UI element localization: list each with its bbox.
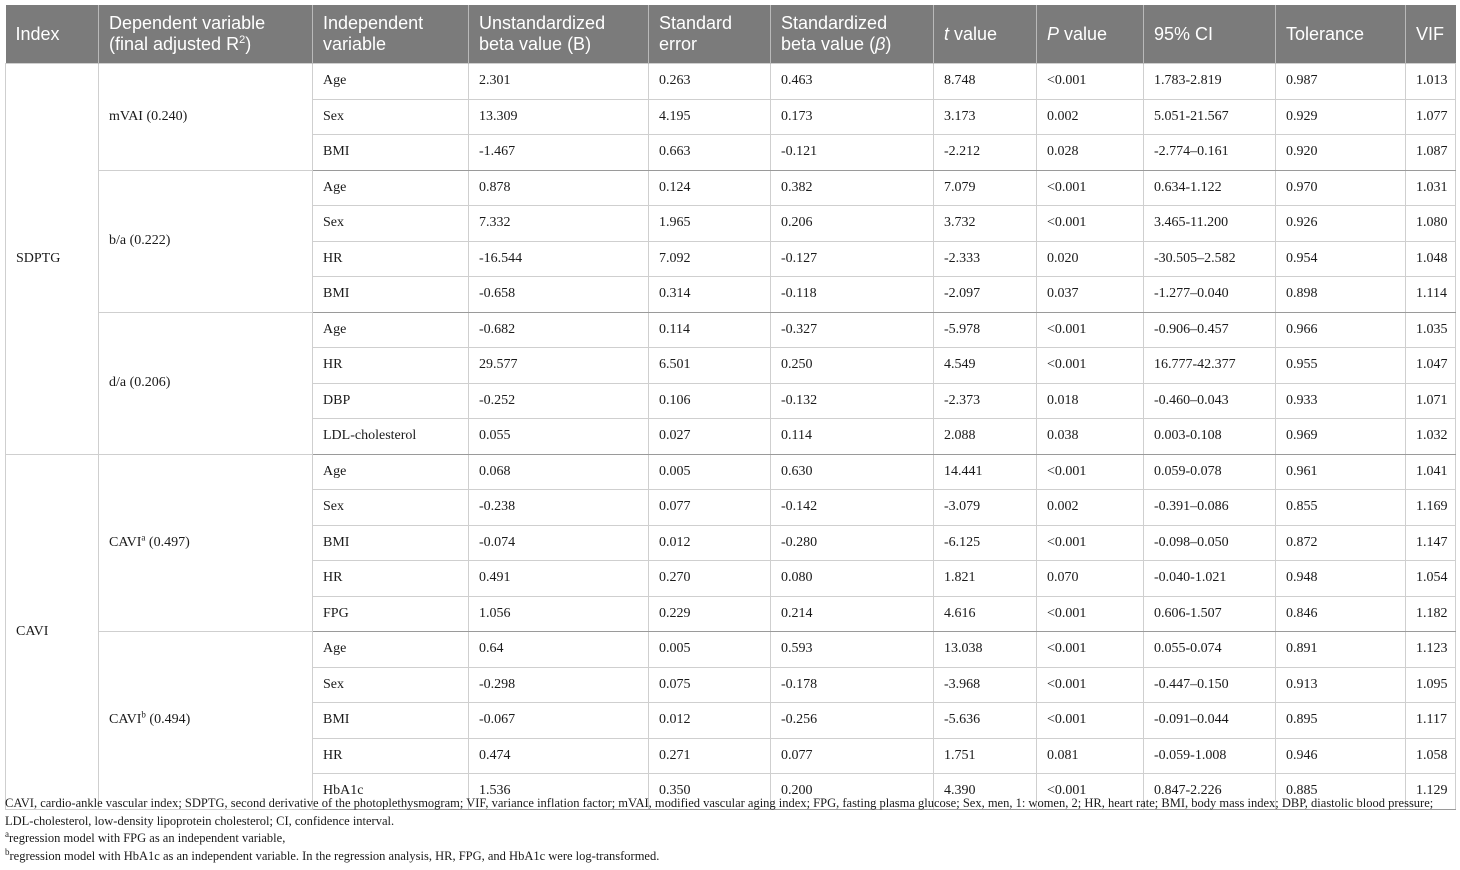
cell-95-ci: 0.059-0.078 [1144,454,1276,490]
cell-unstandardized-b: -0.682 [469,312,649,348]
cell-tolerance: 0.966 [1276,312,1406,348]
cell-95-ci: 3.465-11.200 [1144,206,1276,242]
cell-t-value: 3.732 [934,206,1037,242]
cell-standard-error: 0.106 [649,383,771,419]
cell-standardized-beta: -0.280 [771,525,934,561]
cell-vif: 1.058 [1406,738,1456,774]
cell-p-value: <0.001 [1037,525,1144,561]
cell-95-ci: 16.777-42.377 [1144,348,1276,384]
index-cell-cavi: CAVI [6,454,99,809]
cell-p-value: <0.001 [1037,206,1144,242]
cell-standardized-beta: 0.593 [771,632,934,668]
cell-p-value: 0.002 [1037,99,1144,135]
cell-standard-error: 0.005 [649,632,771,668]
cell-standard-error: 0.012 [649,703,771,739]
cell-t-value: 4.549 [934,348,1037,384]
cell-p-value: 0.081 [1037,738,1144,774]
cell-standard-error: 0.027 [649,419,771,455]
cell-vif: 1.047 [1406,348,1456,384]
cell-unstandardized-b: -0.658 [469,277,649,313]
cell-standardized-beta: 0.173 [771,99,934,135]
dependent-cell-cavi-a: CAVI$^a$ (0.497) [99,454,313,632]
cell-vif: 1.169 [1406,490,1456,526]
cell-variable: Age [313,64,469,100]
table-body [6,64,1456,810]
cell-standardized-beta: 0.200 [771,774,934,810]
cell-standardized-beta: 0.463 [771,64,934,100]
table-row [6,64,1456,100]
cell-95-ci: 0.847-2.226 [1144,774,1276,810]
footnote-a: $^a$regression model with FPG as an independent variable, [5,828,286,845]
cell-standard-error: 0.075 [649,667,771,703]
cell-tolerance: 0.926 [1276,206,1406,242]
cell-t-value: -6.125 [934,525,1037,561]
cell-vif: 1.041 [1406,454,1456,490]
cell-95-ci: 0.606-1.507 [1144,596,1276,632]
cell-unstandardized-b: -0.252 [469,383,649,419]
cell-vif: 1.080 [1406,206,1456,242]
cell-95-ci: -0.091–0.044 [1144,703,1276,739]
cell-variable: DBP [313,383,469,419]
cell-variable: Age [313,312,469,348]
header-dependent-variable: Dependent variable (final adjusted $R^2$) [99,5,313,64]
cell-variable: HR [313,348,469,384]
table-row [6,632,1456,668]
table-footnotes [5,795,1455,865]
cell-95-ci: -2.774–0.161 [1144,135,1276,171]
cell-unstandardized-b: -0.067 [469,703,649,739]
footnote-abbreviations: CAVI, cardio-ankle vascular index; SDPTG, second derivative of the photoplethysmogram; VIF, variance inflation factor; mVAI, modified vascular aging index; FPG, fasting plasma glucose; Sex, men, 1: women, 2; HR, heart rate; BMI, body mass index; DBP, diastolic blood pressure; LDL-cholesterol, low-density lipoprotein cholesterol; CI, confidence interval. [5,796,1434,828]
cell-unstandardized-b: -1.467 [469,135,649,171]
cell-unstandardized-b: -16.544 [469,241,649,277]
cell-standardized-beta: 0.206 [771,206,934,242]
cell-standardized-beta: 0.382 [771,170,934,206]
dependent-cell-mvai: mVAI (0.240) [99,64,313,171]
cell-variable: Age [313,170,469,206]
cell-variable: HR [313,738,469,774]
table-row [6,170,1456,206]
cell-95-ci: -0.391–0.086 [1144,490,1276,526]
cell-tolerance: 0.946 [1276,738,1406,774]
header-row [6,5,1456,64]
cell-tolerance: 0.970 [1276,170,1406,206]
cell-variable: HR [313,241,469,277]
cell-tolerance: 0.891 [1276,632,1406,668]
cell-p-value: <0.001 [1037,596,1144,632]
cell-unstandardized-b: 0.055 [469,419,649,455]
cell-95-ci: -1.277–0.040 [1144,277,1276,313]
cell-standardized-beta: -0.121 [771,135,934,171]
cell-standardized-beta: 0.250 [771,348,934,384]
cell-vif: 1.114 [1406,277,1456,313]
header-t-value: t value [934,5,1037,64]
cell-tolerance: 0.955 [1276,348,1406,384]
cell-standardized-beta: 0.214 [771,596,934,632]
header-unstandardized-beta: Unstandardized beta value (B) [469,5,649,64]
cell-tolerance: 0.895 [1276,703,1406,739]
cell-tolerance: 0.987 [1276,64,1406,100]
cell-standardized-beta: -0.256 [771,703,934,739]
cell-t-value: -2.097 [934,277,1037,313]
cell-vif: 1.013 [1406,64,1456,100]
cell-unstandardized-b: 0.474 [469,738,649,774]
cell-variable: Sex [313,490,469,526]
cell-95-ci: 5.051-21.567 [1144,99,1276,135]
header-95-ci: 95% CI [1144,5,1276,64]
cell-p-value: <0.001 [1037,454,1144,490]
cell-unstandardized-b: 1.536 [469,774,649,810]
cell-standard-error: 0.077 [649,490,771,526]
dependent-cell-cavi-b: CAVI$^b$ (0.494) [99,632,313,810]
cell-standard-error: 6.501 [649,348,771,384]
cell-variable: HR [313,561,469,597]
cell-unstandardized-b: -0.238 [469,490,649,526]
cell-p-value: 0.037 [1037,277,1144,313]
cell-t-value: 14.441 [934,454,1037,490]
cell-vif: 1.117 [1406,703,1456,739]
cell-t-value: 1.821 [934,561,1037,597]
cell-vif: 1.077 [1406,99,1456,135]
cell-p-value: <0.001 [1037,703,1144,739]
cell-p-value: <0.001 [1037,312,1144,348]
cell-tolerance: 0.933 [1276,383,1406,419]
cell-standard-error: 0.663 [649,135,771,171]
cell-unstandardized-b: -0.298 [469,667,649,703]
cell-standard-error: 0.005 [649,454,771,490]
cell-95-ci: -0.460–0.043 [1144,383,1276,419]
cell-standard-error: 0.012 [649,525,771,561]
cell-unstandardized-b: -0.074 [469,525,649,561]
cell-variable: BMI [313,277,469,313]
cell-tolerance: 0.898 [1276,277,1406,313]
dependent-cell-da: d/a (0.206) [99,312,313,454]
cell-standard-error: 0.314 [649,277,771,313]
header-standard-error: Standard error [649,5,771,64]
cell-t-value: 1.751 [934,738,1037,774]
cell-vif: 1.032 [1406,419,1456,455]
cell-unstandardized-b: 1.056 [469,596,649,632]
cell-standard-error: 0.270 [649,561,771,597]
cell-vif: 1.054 [1406,561,1456,597]
cell-95-ci: -0.447–0.150 [1144,667,1276,703]
index-cell-sdptg: SDPTG [6,64,99,455]
cell-standardized-beta: 0.080 [771,561,934,597]
cell-t-value: 3.173 [934,99,1037,135]
cell-t-value: -5.978 [934,312,1037,348]
cell-unstandardized-b: 2.301 [469,64,649,100]
cell-unstandardized-b: 29.577 [469,348,649,384]
cell-p-value: <0.001 [1037,667,1144,703]
cell-standard-error: 0.350 [649,774,771,810]
cell-vif: 1.031 [1406,170,1456,206]
cell-unstandardized-b: 13.309 [469,99,649,135]
cell-unstandardized-b: 7.332 [469,206,649,242]
header-p-value: P value [1037,5,1144,64]
cell-95-ci: -0.906–0.457 [1144,312,1276,348]
cell-tolerance: 0.954 [1276,241,1406,277]
cell-vif: 1.095 [1406,667,1456,703]
cell-vif: 1.147 [1406,525,1456,561]
cell-standard-error: 1.965 [649,206,771,242]
cell-unstandardized-b: 0.64 [469,632,649,668]
cell-t-value: -2.212 [934,135,1037,171]
cell-vif: 1.182 [1406,596,1456,632]
header-index: Index [6,5,99,64]
table-row [6,312,1456,348]
cell-standard-error: 7.092 [649,241,771,277]
cell-p-value: <0.001 [1037,632,1144,668]
cell-unstandardized-b: 0.068 [469,454,649,490]
cell-p-value: 0.038 [1037,419,1144,455]
header-tolerance: Tolerance [1276,5,1406,64]
cell-t-value: 4.616 [934,596,1037,632]
cell-tolerance: 0.929 [1276,99,1406,135]
cell-tolerance: 0.855 [1276,490,1406,526]
cell-variable: BMI [313,703,469,739]
cell-standard-error: 0.263 [649,64,771,100]
cell-p-value: <0.001 [1037,348,1144,384]
cell-tolerance: 0.961 [1276,454,1406,490]
cell-tolerance: 0.969 [1276,419,1406,455]
table-row [6,454,1456,490]
cell-tolerance: 0.913 [1276,667,1406,703]
cell-unstandardized-b: 0.491 [469,561,649,597]
cell-variable: HbA1c [313,774,469,810]
cell-t-value: -3.968 [934,667,1037,703]
cell-t-value: 4.390 [934,774,1037,810]
cell-95-ci: 0.003-0.108 [1144,419,1276,455]
regression-table [5,5,1456,810]
cell-standardized-beta: -0.127 [771,241,934,277]
cell-t-value: 8.748 [934,64,1037,100]
cell-95-ci: -0.098–0.050 [1144,525,1276,561]
cell-95-ci: -0.040-1.021 [1144,561,1276,597]
cell-tolerance: 0.846 [1276,596,1406,632]
cell-vif: 1.035 [1406,312,1456,348]
cell-95-ci: 0.634-1.122 [1144,170,1276,206]
cell-variable: Sex [313,206,469,242]
cell-vif: 1.123 [1406,632,1456,668]
cell-standardized-beta: -0.118 [771,277,934,313]
cell-t-value: -2.333 [934,241,1037,277]
cell-tolerance: 0.885 [1276,774,1406,810]
cell-variable: FPG [313,596,469,632]
cell-p-value: 0.002 [1037,490,1144,526]
header-independent-variable: Independent variable [313,5,469,64]
cell-standard-error: 0.271 [649,738,771,774]
cell-variable: LDL-cholesterol [313,419,469,455]
cell-variable: Sex [313,99,469,135]
cell-standard-error: 4.195 [649,99,771,135]
header-vif: VIF [1406,5,1456,64]
cell-tolerance: 0.948 [1276,561,1406,597]
cell-standardized-beta: 0.114 [771,419,934,455]
header-standardized-beta: Standardized beta value (β) [771,5,934,64]
cell-t-value: 2.088 [934,419,1037,455]
cell-t-value: 7.079 [934,170,1037,206]
cell-tolerance: 0.920 [1276,135,1406,171]
cell-p-value: <0.001 [1037,774,1144,810]
cell-unstandardized-b: 0.878 [469,170,649,206]
cell-p-value: <0.001 [1037,170,1144,206]
cell-variable: Age [313,632,469,668]
cell-t-value: -5.636 [934,703,1037,739]
cell-95-ci: -30.505–2.582 [1144,241,1276,277]
cell-p-value: 0.020 [1037,241,1144,277]
cell-standardized-beta: -0.327 [771,312,934,348]
cell-standardized-beta: -0.132 [771,383,934,419]
regression-table-container [5,5,1455,810]
cell-p-value: 0.018 [1037,383,1144,419]
cell-95-ci: 0.055-0.074 [1144,632,1276,668]
cell-vif: 1.048 [1406,241,1456,277]
cell-vif: 1.071 [1406,383,1456,419]
cell-p-value: 0.070 [1037,561,1144,597]
cell-standard-error: 0.114 [649,312,771,348]
cell-vif: 1.087 [1406,135,1456,171]
cell-95-ci: 1.783-2.819 [1144,64,1276,100]
cell-standardized-beta: 0.630 [771,454,934,490]
cell-standardized-beta: -0.178 [771,667,934,703]
cell-standardized-beta: -0.142 [771,490,934,526]
cell-95-ci: -0.059-1.008 [1144,738,1276,774]
dependent-cell-ba: b/a (0.222) [99,170,313,312]
cell-variable: Age [313,454,469,490]
footnote-b: $^b$regression model with HbA1c as an independent variable. In the regression analysis, HR, FPG, and HbA1c were log-transformed. [5,846,660,863]
cell-t-value: -2.373 [934,383,1037,419]
cell-t-value: 13.038 [934,632,1037,668]
cell-p-value: <0.001 [1037,64,1144,100]
cell-variable: BMI [313,135,469,171]
cell-variable: BMI [313,525,469,561]
cell-standard-error: 0.124 [649,170,771,206]
cell-p-value: 0.028 [1037,135,1144,171]
cell-variable: Sex [313,667,469,703]
cell-t-value: -3.079 [934,490,1037,526]
cell-vif: 1.129 [1406,774,1456,810]
cell-standard-error: 0.229 [649,596,771,632]
cell-tolerance: 0.872 [1276,525,1406,561]
cell-standardized-beta: 0.077 [771,738,934,774]
